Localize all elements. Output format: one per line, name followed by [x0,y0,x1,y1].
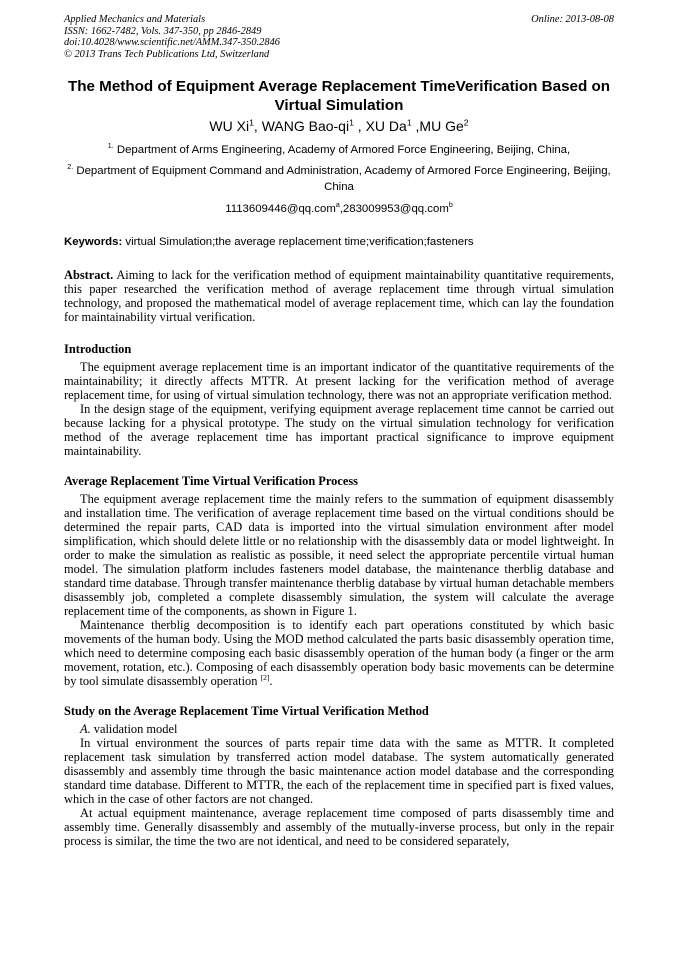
affiliation-1 [64,142,614,158]
author-affiliation-mark: 1 [249,117,254,128]
online-date: Online: 2013-08-08 [531,14,614,25]
paragraph-text: Maintenance therblig decomposition is to identify each part operations constituted by which basic movements of the human body. Using the MOD method calculated the parts basic disassembly operation time, which need to determine composing each basic disassembly operation of the human body (a finger or the arm movement, rotation, etc.). Composing of each disassembly operation body basic movements can be determine by tool simulate disassembly operation [64,618,614,689]
email-a-mark: a [335,202,340,210]
author-separator: , [353,118,366,135]
author-separator: , [411,118,420,135]
author-name: WU Xi [209,118,250,135]
paragraph [64,618,614,688]
issn-line: ISSN: 1662-7482, Vols. 347-350, pp 2846-2849 [64,25,262,37]
affiliation-2 [64,163,614,195]
abstract [64,268,614,324]
paragraph: The equipment average replacement time is an important indicator of the quantitative requirements of the maintainability; it directly affects MTTR. At present lacking for the verification method of average replacement time, for using of virtual simulation technology, there was not an appropriate verification method. [64,360,614,403]
section-heading-study: Study on the Average Replacement Time Virtual Verification Method [64,704,429,719]
paragraph: In virtual environment the sources of parts repair time data with the same as MTTR. It completed replacement task simulation by transferred action model database. The system automatically generated disassembly and assembly time through the basic maintenance action model database and the corresponding standard time database. Different to MTTR, the each of the replacement time in specified part is fixed values, which in the case of other factors are not changed. [64,736,614,807]
paragraph: In the design stage of the equipment, verifying equipment average replacement time cannot be carried out because lacking for a physical prototype. The study on the virtual simulation technology for verification method of the average replacement time has important practical significance to improve equipment maintainability. [64,402,614,459]
journal-header [64,14,614,60]
paragraph-end: . [269,674,273,689]
affiliation-text: Department of Arms Engineering, Academy of Armored Force Engineering, Beijing, China, [113,144,571,157]
author-list [64,117,614,135]
subsection-title: validation model [90,722,178,737]
copyright-line: © 2013 Trans Tech Publications Ltd, Switzerland [64,48,270,60]
author-name: XU Da [365,118,407,135]
keywords-text: virtual Simulation;the average replacement time;verification;fasteners [122,236,474,249]
affiliation-mark: 2. [67,164,74,172]
subsection-mark: A. [80,722,91,737]
author-affiliation-mark: 1 [349,117,354,128]
subsection-heading [64,722,614,736]
author-affiliation-mark: 1 [406,117,412,128]
keywords [64,235,614,250]
affiliation-text: Department of Equipment Command and Administration, Academy of Armored Force Engineering, Beijing, China [73,165,611,194]
abstract-label: Abstract. [64,268,114,283]
abstract-text: Aiming to lack for the verification method of equipment maintainability quantitative requirements, this paper researched the verification method of average replacement time through virtual simulation technology, and proposed the mathematical model of average replacement time, which can lay the foundation for maintainability virtual verification. [64,268,614,325]
author-name: MU Ge [419,118,464,135]
section-heading-introduction: Introduction [64,342,132,357]
paper-title: The Method of Equipment Average Replacement TimeVerification Based on Virtual Simulation [67,78,611,115]
email-b: ,283009953@qq.com [339,203,449,216]
section-heading-process: Average Replacement Time Virtual Verification Process [64,474,358,489]
email-b-mark: b [448,202,453,210]
author-name: WANG Bao-qi [261,118,350,135]
paragraph: At actual equipment maintenance, average replacement time composed of parts disassembly time and assembly time. Generally disassembly and assembly of the mutually-inverse process, but only in the repair process is similar, the time the two are not identical, and need to be considered separately, [64,806,614,849]
author-emails [64,201,614,217]
journal-name: Applied Mechanics and Materials [64,14,206,25]
author-affiliation-mark: 2 [463,117,469,128]
doi-line: doi:10.4028/www.scientific.net/AMM.347-350.2846 [64,37,280,49]
citation-reference: [2] [260,673,270,683]
affiliation-mark: 1. [107,143,114,151]
paper-page [64,14,614,848]
author-separator: , [253,118,262,135]
email-a: 1113609446@qq.com [225,203,336,216]
keywords-label: Keywords: [64,236,123,249]
paragraph: The equipment average replacement time the mainly refers to the summation of equipment disassembly and installation time. The verification of average replacement time based on the virtual conditions should be determined the repair parts, CAD data is imported into the virtual simulation environment after model simplification, which should delete little or no relationship with the disassembly data or model lightweight. In order to make the simulation as realistic as possible, it need select the appropriate percentile virtual human model. The simulation platform includes fasteners model database, the maintenance therblig database and standard time database. Through transfer maintenance therblig database by virtual human detachable members disassembly job, completed a complete disassembly simulation, the system will calculate the average replacement time of the components, as shown in Figure 1. [64,492,614,619]
